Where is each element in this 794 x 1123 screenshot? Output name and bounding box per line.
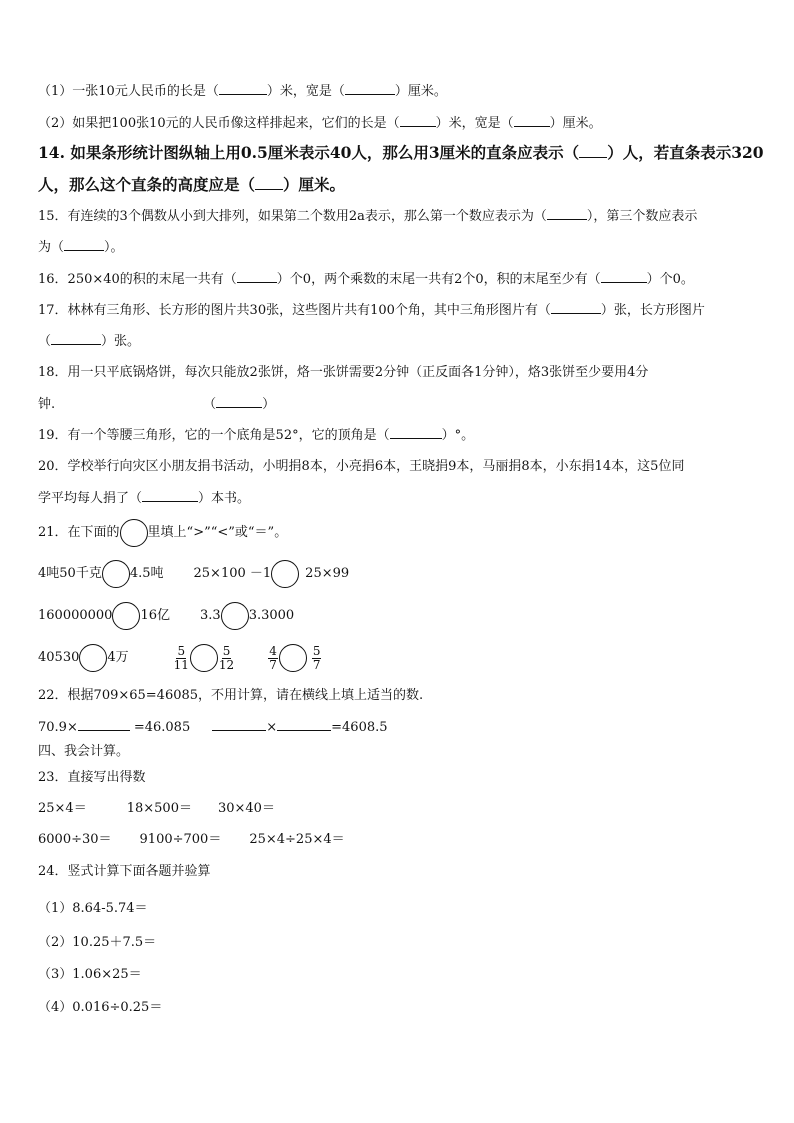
question-15-line-1: 15．有连续的3个偶数从小到大排列，如果第二个数用2a表示，那么第一个数应表示为（ ），第三个数应表示 (38, 209, 698, 224)
question-24-item-2: （2）10.25＋7.5＝ (38, 935, 157, 950)
answer-blank[interactable] (601, 270, 647, 283)
fraction: $\frac{5}{7}$ (312, 643, 321, 672)
question-22-equations: 70.9× =46.085 × =4608.5 (38, 720, 388, 735)
answer-line[interactable] (277, 718, 331, 731)
compare-circle[interactable] (120, 519, 148, 547)
answer-blank[interactable] (390, 426, 442, 439)
answer-blank[interactable] (219, 82, 267, 95)
answer-blank[interactable] (51, 332, 101, 345)
answer-blank[interactable] (142, 489, 198, 502)
answer-blank[interactable] (551, 301, 601, 314)
question-24-item-1: （1）8.64-5.74＝ (38, 901, 148, 916)
question-17-line-2: （ ）张。 (38, 334, 141, 349)
question-15-line-2: 为（ ）。 (38, 240, 124, 255)
answer-blank[interactable] (547, 207, 587, 220)
compare-circle[interactable] (190, 644, 218, 672)
question-21-row-3: 40530 4万 $\frac{5}{11}$ $\frac{5}{12}$ $\frac{4}{7}$ $\frac{5}{7}$ (38, 643, 321, 672)
compare-circle[interactable] (102, 560, 130, 588)
question-16: 16．250×40的积的末尾一共有（ ）个0，两个乘数的末尾一共有2个0，积的末尾至少有（ ）个0。 (38, 272, 694, 287)
answer-blank[interactable] (216, 395, 262, 408)
question-23-row-1: 25×4＝ 18×500＝ 30×40＝ (38, 801, 275, 816)
answer-blank[interactable] (400, 114, 436, 127)
fraction: $\frac{5}{11}$ (173, 643, 189, 672)
compare-circle[interactable] (79, 644, 107, 672)
question-24-title: 24．竖式计算下面各题并验算 (38, 864, 211, 879)
fraction: $\frac{5}{12}$ (218, 643, 235, 672)
answer-blank[interactable] (579, 145, 607, 158)
question-18-line-1: 18．用一只平底锅烙饼，每次只能放2张饼，烙一张饼需要2分钟（正反面各1分钟），烙3张饼至少要用4分 (38, 365, 649, 380)
question-24-item-4: （4）0.016÷0.25＝ (38, 1000, 163, 1015)
question-17-line-1: 17．林林有三角形、长方形的图片共30张，这些图片共有100个角，其中三角形图片有（ ）张，长方形图片 (38, 303, 705, 318)
compare-circle[interactable] (221, 602, 249, 630)
compare-circle[interactable] (112, 602, 140, 630)
compare-circle[interactable] (271, 560, 299, 588)
answer-blank[interactable] (345, 82, 395, 95)
answer-line[interactable] (212, 718, 266, 731)
question-24-item-3: （3）1.06×25＝ (38, 967, 142, 982)
question-14-line-1: 14. 如果条形统计图纵轴上用0.5厘米表示40人，那么用3厘米的直条应表示（ ）人，若直条表示320 (38, 143, 764, 162)
question-19: 19．有一个等腰三角形，它的一个底角是52°，它的顶角是（ ）°。 (38, 428, 475, 443)
section-4-heading: 四、我会计算。 (38, 744, 130, 759)
answer-blank[interactable] (237, 270, 277, 283)
answer-blank[interactable] (64, 238, 104, 251)
question-21-row-1: 4吨50千克 4.5吨 25×100 －1 25×99 (38, 560, 349, 589)
answer-blank[interactable] (514, 114, 550, 127)
question-22-title: 22．根据709×65=46085，不用计算，请在横线上填上适当的数. (38, 688, 424, 703)
question-13-part-1: （1）一张10元人民币的长是（ ）米，宽是（ ）厘米。 (38, 84, 447, 99)
question-20-line-1: 20．学校举行向灾区小朋友捐书活动，小明捐8本，小亮捐6本，王晓捐9本，马丽捐8本，小东捐14本，这5位同 (38, 459, 685, 474)
question-20-line-2: 学平均每人捐了（ ）本书。 (38, 491, 251, 506)
answer-line[interactable] (78, 718, 130, 731)
question-13-part-2: （2）如果把100张10元的人民币像这样排起来，它们的长是（ ）米，宽是（ ）厘米。 (38, 116, 602, 131)
question-23-row-2: 6000÷30＝ 9100÷700＝ 25×4÷25×4＝ (38, 832, 345, 847)
answer-blank[interactable] (255, 177, 283, 190)
question-21-row-2: 160000000 16亿 3.3 3.3000 (38, 602, 294, 631)
question-23-title: 23．直接写出得数 (38, 770, 146, 785)
question-21-title: 21．在下面的 里填上“>”“<”或“＝”。 (38, 519, 287, 548)
question-14-line-2: 人，那么这个直条的高度应是（ ）厘米。 (38, 175, 346, 194)
fraction: $\frac{4}{7}$ (269, 643, 277, 672)
question-18-line-2: 钟. （ ） (38, 397, 276, 412)
compare-circle[interactable] (279, 644, 307, 672)
